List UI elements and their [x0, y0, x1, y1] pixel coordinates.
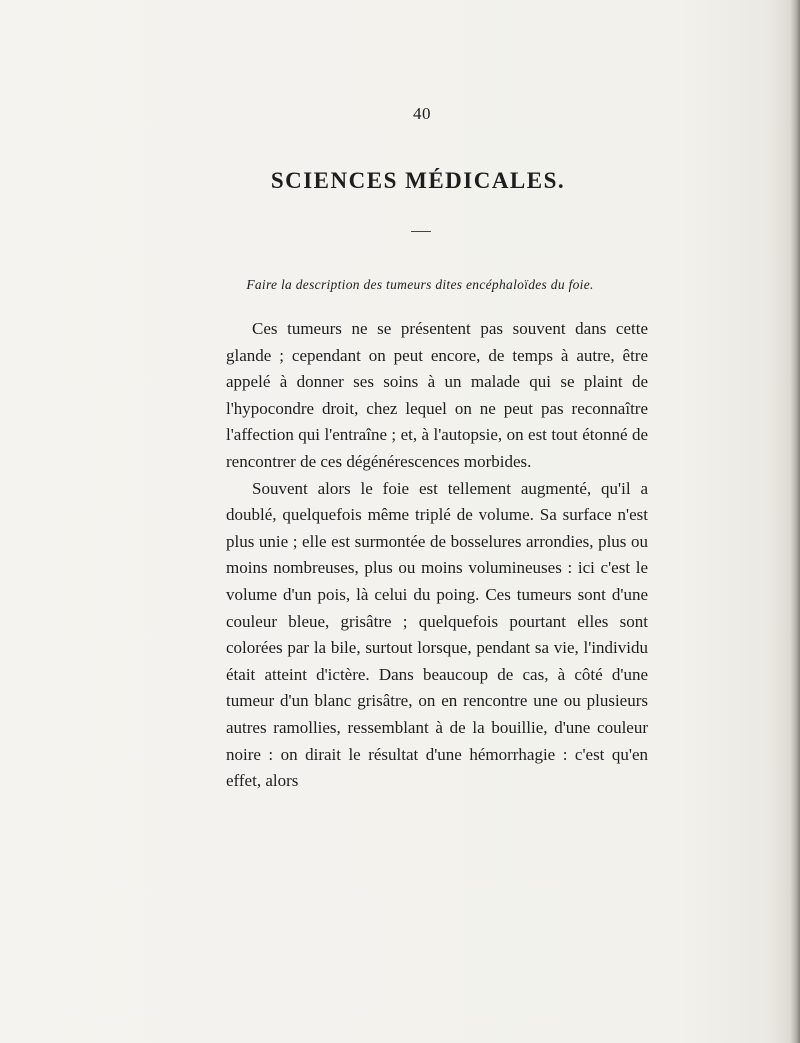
divider-rule: [411, 231, 431, 232]
paragraph: Souvent alors le foie est tellement augmenté, qu'il a doublé, quelquefois même triplé de volume. Sa surface n'est plus unie ; elle est surmontée de bosselures arrondies, plus ou moins nombreuses, plus ou moins volumineuses : ici c'est le volume d'un pois, là celui du poing. Ces tumeurs sont d'une couleur bleue, grisâtre ; quelquefois pourtant elles sont colorées par la bile, surtout lorsque, pendant sa vie, l'individu était atteint d'ictère. Dans beaucoup de cas, à côté d'une tumeur d'un blanc grisâtre, on en rencontre une ou plusieurs autres ramollies, ressemblant à de la bouillie, d'une couleur noire : on dirait le résultat d'une hémorrhagie : c'est qu'en effet, alors: [226, 478, 648, 791]
page-edge-shadow: [790, 0, 800, 1043]
section-subtitle: Faire la description des tumeurs dites encéphaloïdes du foie.: [246, 277, 594, 292]
running-head: SCIENCES MÉDICALES.: [270, 168, 566, 193]
body-text: [226, 316, 648, 795]
paragraph: Ces tumeurs ne se présentent pas souvent dans cette glande ; cependant on peut encore, de temps à autre, être appelé à donner ses soins à un malade qui se plaint de l'hypocondre droit, chez lequel on ne peut pas reconnaître l'affection qui l'entraîne ; et, à l'autopsie, on est tout étonné de rencontrer de ces dégénérescences morbides.: [226, 319, 648, 471]
page-number: 40: [413, 104, 431, 123]
